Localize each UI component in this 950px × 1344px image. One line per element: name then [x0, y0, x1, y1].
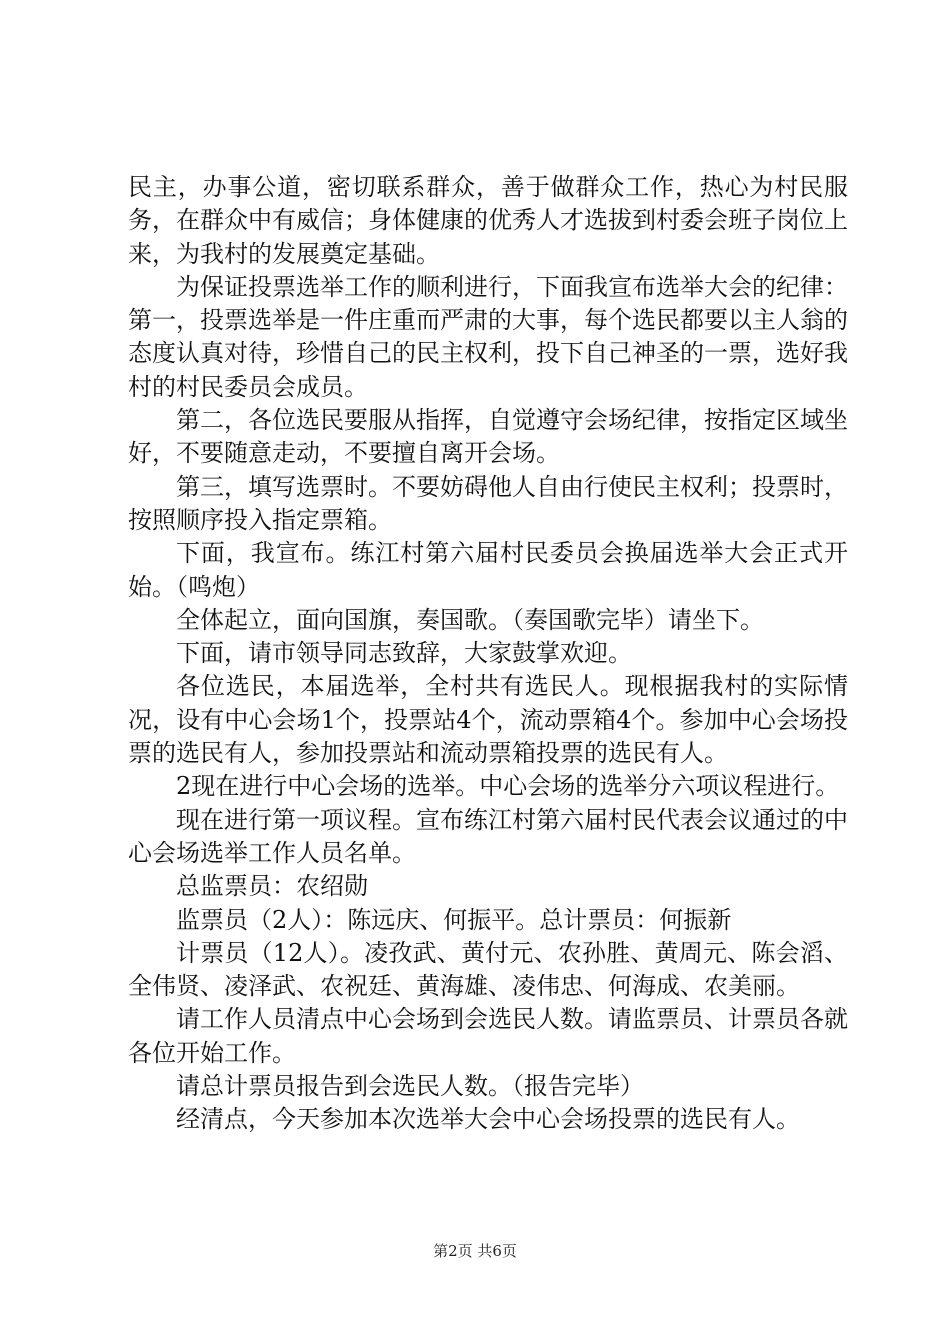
paragraph: 下面，请市领导同志致辞，大家鼓掌欢迎。 [176, 639, 632, 668]
paragraph: 各位选民，本届选举，全村共有选民人。现根据我村的实际情况，设有中心会场1个，投票站4个，流动票箱4个。参加中心会场投票的选民有人，参加投票站和流动票箱投票的选民有人。 [128, 672, 848, 768]
paragraph: 全体起立，面向国旗，奏国歌。（奏国歌完毕）请坐下。 [176, 605, 764, 634]
paragraph: 监票员（2人）：陈远庆、何振平。总计票员：何振新 [176, 905, 732, 934]
document-body [128, 171, 848, 1137]
paragraph: 民主，办事公道，密切联系群众，善于做群众工作，热心为村民服务，在群众中有威信；身体健康的优秀人才选拔到村委会班子岗位上来，为我村的发展奠定基础。 [128, 173, 848, 268]
page-number-footer: 第2页 共6页 [433, 1242, 517, 1260]
paragraph: 总监票员：农绍勋 [176, 872, 368, 901]
paragraph: 为保证投票选举工作的顺利进行，下面我宣布选举大会的纪律：第一，投票选举是一件庄重而严肃的大事，每个选民都要以主人翁的态度认真对待，珍惜自己的民主权利，投下自己神圣的一票，选好我村的村民委员会成员。 [128, 272, 848, 401]
paragraph: 2现在进行中心会场的选举。中心会场的选举分六项议程进行。 [176, 772, 840, 801]
paragraph: 请工作人员清点中心会场到会选民人数。请监票员、计票员各就各位开始工作。 [128, 1005, 848, 1067]
paragraph: 下面，我宣布。练江村第六届村民委员会换届选举大会正式开始。（鸣炮） [128, 539, 848, 601]
paragraph: 请总计票员报告到会选民人数。（报告完毕） [176, 1072, 644, 1101]
paragraph: 经清点，今天参加本次选举大会中心会场投票的选民有人。 [176, 1105, 800, 1134]
paragraph: 第二，各位选民要服从指挥，自觉遵守会场纪律，按指定区域坐好，不要随意走动，不要擅自离开会场。 [128, 406, 848, 468]
paragraph: 计票员（12人）。凌孜武、黄付元、农孙胜、黄周元、陈会滔、全伟贤、凌泽武、农祝廷、黄海雄、凌伟忠、何海成、农美丽。 [128, 938, 848, 1001]
paragraph: 第三，填写选票时。不要妨碍他人自由行使民主权利；投票时，按照顺序投入指定票箱。 [128, 472, 848, 534]
paragraph: 现在进行第一项议程。宣布练江村第六届村民代表会议通过的中心会场选举工作人员名单。 [128, 805, 848, 867]
